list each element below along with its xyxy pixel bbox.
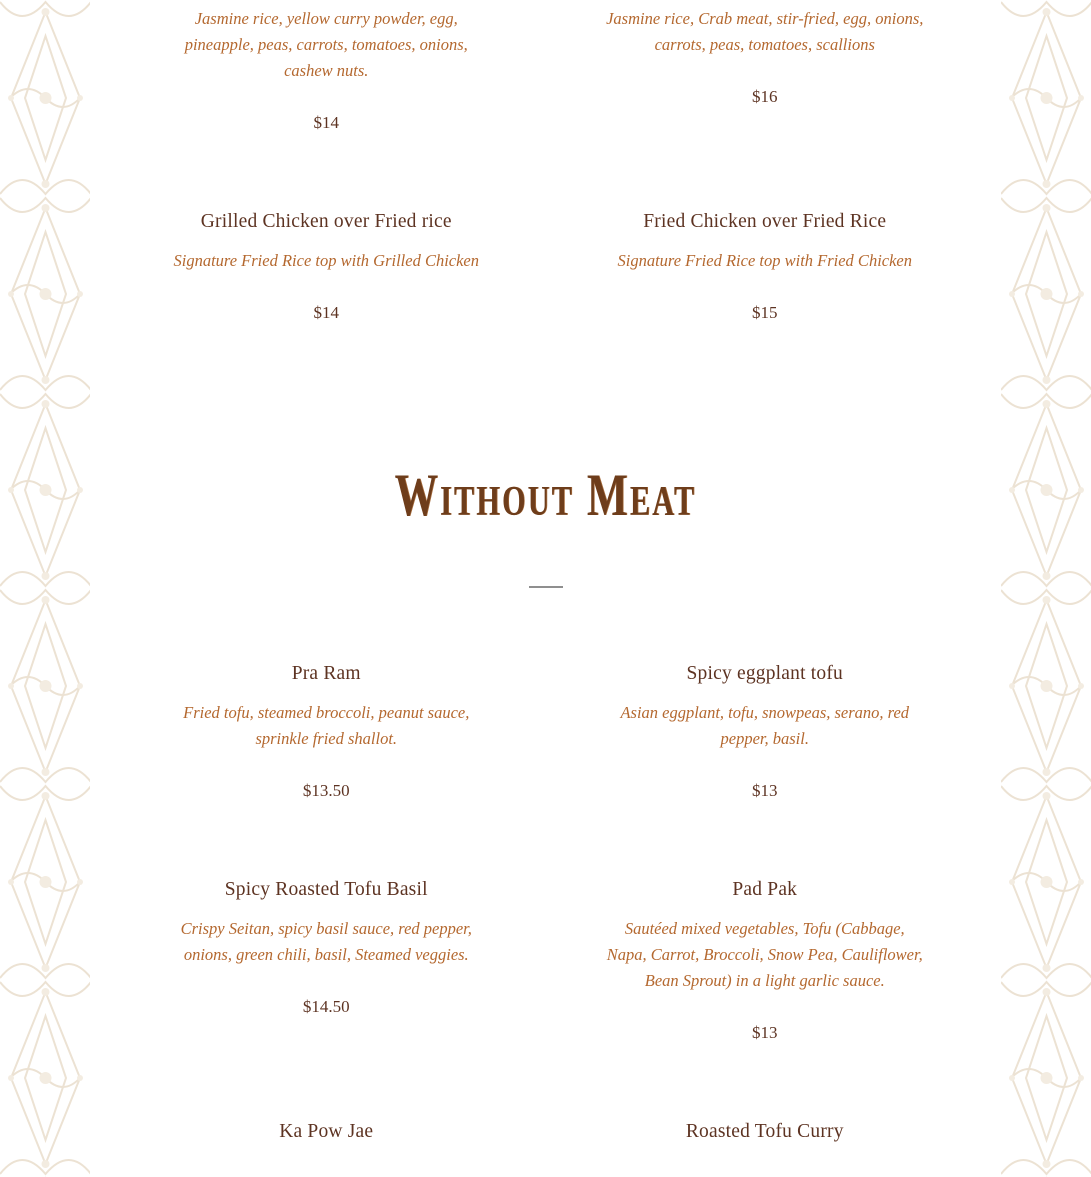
- menu-item-title: Pra Ram: [291, 663, 361, 684]
- menu-item-description: Signature Fried Rice top with Grilled Chicken: [173, 251, 479, 270]
- menu-section-top: [120, 6, 971, 324]
- menu-item-price: $14: [313, 113, 339, 132]
- menu-item-title: Ka Pow Jae: [279, 1121, 374, 1142]
- section-divider: [529, 586, 563, 588]
- menu-item-description: Jasmine rice, Crab meat, stir-fried, egg, onions, carrots, peas, tomatoes, scallions: [606, 9, 924, 54]
- menu-item-title: Spicy Roasted Tofu Basil: [224, 879, 428, 900]
- menu-item-title: Roasted Tofu Curry: [685, 1121, 844, 1142]
- menu-item: [559, 210, 972, 324]
- menu-item-description: Signature Fried Rice top with Fried Chicken: [617, 251, 912, 270]
- menu-item-description: Asian eggplant, tofu, snowpeas, serano, red pepper, basil.: [620, 703, 910, 748]
- menu-item: [559, 1120, 972, 1158]
- section-title: Without Meat: [394, 462, 697, 528]
- menu-item-description: Fried tofu, steamed broccoli, peanut sauce, sprinkle fried shallot.: [183, 703, 470, 748]
- menu-item: [120, 878, 533, 1044]
- menu-item-description: Sautéed mixed vegetables, Tofu (Cabbage, Napa, Carrot, Broccoli, Snow Pea, Cauliflower, Bean Sprout) in a light garlic sauce.: [606, 919, 923, 990]
- menu-item-title: Pad Pak: [732, 879, 798, 900]
- menu-item: [559, 878, 972, 1044]
- menu-item-price: $13.50: [302, 781, 350, 800]
- menu-item-description: Crispy Seitan, spicy basil sauce, red pepper, onions, green chili, basil, Steamed veggies.: [180, 919, 472, 964]
- menu-item: [120, 210, 533, 324]
- section-header: [120, 462, 971, 588]
- menu-item-description: Jasmine rice, yellow curry powder, egg, pineapple, peas, carrots, tomatoes, onions, cashew nuts.: [184, 9, 468, 80]
- menu-item-price: $14: [313, 303, 339, 322]
- menu-item: [120, 6, 533, 134]
- menu-item-price: $15: [752, 303, 778, 322]
- menu-item: [559, 662, 972, 802]
- menu-page: [90, 0, 1001, 1177]
- menu-item: [120, 662, 533, 802]
- menu-section-without-meat: [120, 662, 971, 1158]
- menu-item-price: $13: [752, 1023, 778, 1042]
- menu-item: [559, 6, 972, 134]
- menu-item-title: Spicy eggplant tofu: [686, 663, 844, 684]
- menu-item-price: $13: [752, 781, 778, 800]
- menu-item-title: Grilled Chicken over Fried rice: [200, 211, 452, 232]
- menu-item-price: $16: [752, 87, 778, 106]
- menu-item-price: $14.50: [302, 997, 350, 1016]
- menu-item-title: Fried Chicken over Fried Rice: [643, 211, 887, 232]
- menu-item: [120, 1120, 533, 1158]
